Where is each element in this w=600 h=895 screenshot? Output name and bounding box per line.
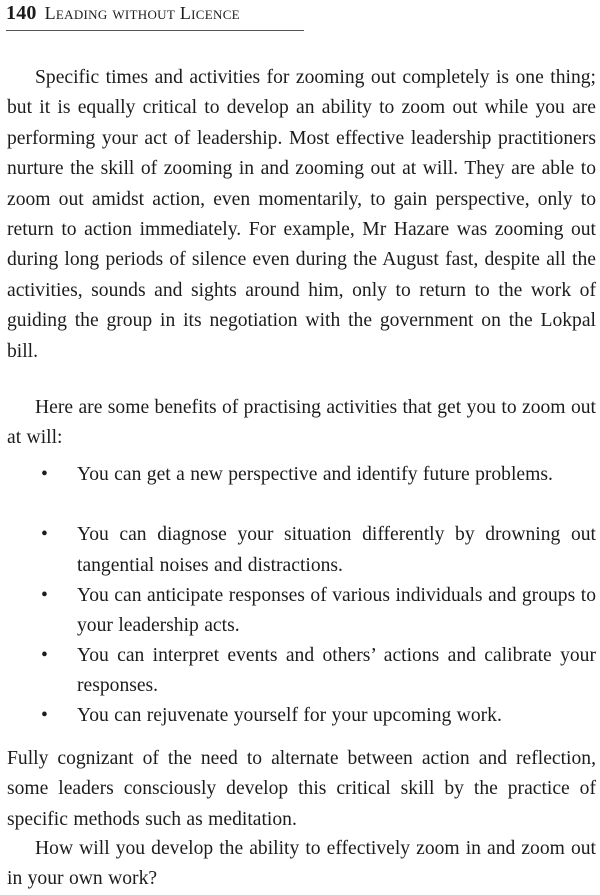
bullet-icon: • — [41, 644, 48, 666]
page-number: 140 — [6, 2, 37, 24]
running-title: Leading without Licence — [44, 3, 240, 23]
bullet-text: You can get a new perspective and identify future problems. — [77, 464, 553, 485]
bullet-text: You can rejuvenate yourself for your upcoming work. — [77, 705, 502, 727]
bullet-text: You can interpret events and others’ actions and calibrate your responses. — [77, 644, 596, 697]
bullet-text: You can anticipate responses of various individuals and groups to your leadership acts. — [77, 584, 596, 636]
bullet-icon: • — [41, 705, 48, 727]
bullet-icon: • — [41, 464, 48, 485]
bullet-icon: • — [41, 524, 48, 546]
page-header — [6, 2, 304, 31]
list-item — [0, 520, 600, 580]
list-item — [0, 581, 600, 641]
body-paragraph-3: Fully cognizant of the need to alternate between action and reflection, some leaders consciously develop this critical skill by the practice of specific methods such as meditation. — [7, 748, 596, 830]
list-item — [0, 460, 600, 520]
list-item — [0, 701, 600, 731]
body-paragraph-4: How will you develop the ability to effectively zoom in and zoom out in your own work? — [7, 838, 596, 890]
list-item — [0, 641, 600, 701]
benefits-bullet-list — [0, 460, 600, 732]
body-paragraph-2: Here are some benefits of practising activities that get you to zoom out at will: — [7, 397, 596, 449]
bullet-text: You can diagnose your situation differently by drowning out tangential noises and distractions. — [77, 524, 596, 576]
body-paragraph-1: Specific times and activities for zooming out completely is one thing; but it is equally critical to develop an ability to zoom out while you are performing your act of leadership. Most effective leadership practitioners nurture the skill of zooming in and zooming out at will. They are able to zoom out amidst action, even momentarily, to gain perspective, only to return to action immediately. For example, Mr Hazare was zooming out during long periods of silence even during the August fast, despite all the activities, sounds and sights around him, only to return to the work of guiding the group in its negotiation with the government on the Lokpal bill. — [7, 67, 596, 362]
bullet-icon: • — [41, 584, 48, 606]
